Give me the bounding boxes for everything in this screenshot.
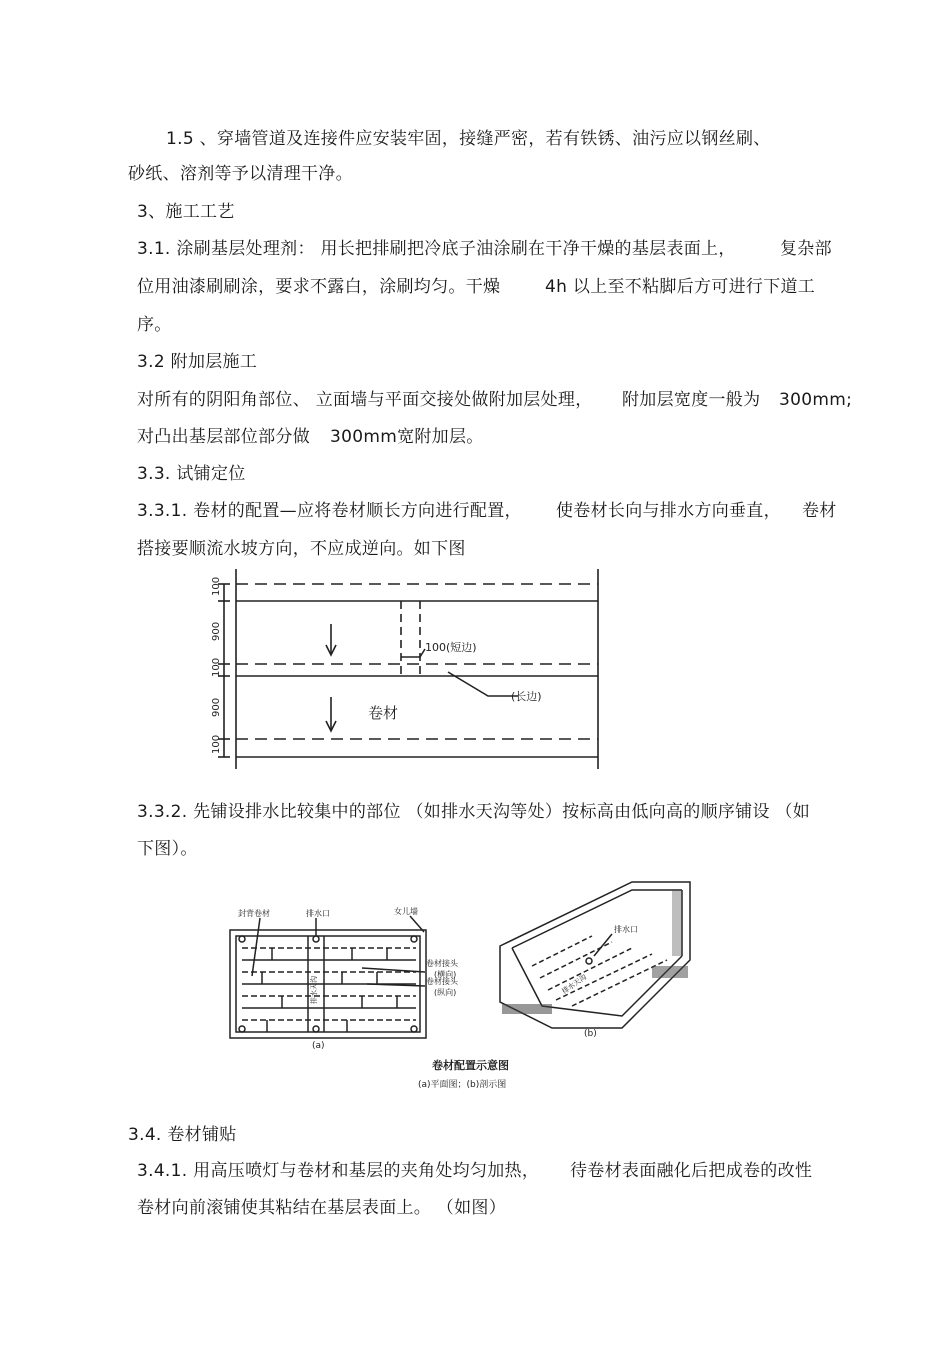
roll-layout-figure: [213, 569, 623, 787]
label-parapet-roll: 封背卷材: [238, 909, 270, 918]
para-1-5-line2: 砂纸、溶剂等予以清理干净。: [128, 164, 353, 184]
dim-label-5: 100: [211, 734, 222, 754]
heading-3-3: 3.3. 试铺定位: [137, 464, 246, 484]
para-3-4-1-line1b: 待卷材表面融化后把成卷的改性: [570, 1161, 813, 1181]
para-3-2-line2b: 300mm宽附加层。: [330, 427, 484, 447]
para-3-1-line2a: 位用油漆刷刷涂，要求不露白，涂刷均匀。干燥: [137, 277, 501, 297]
dim-label-4: 900: [211, 697, 222, 717]
para-3-2-line1a: 对所有的阴阳角部位、 立面墙与平面交接处做附加层处理，: [137, 390, 593, 410]
para-3-1-line2b: 4h 以上至不粘脚后方可进行下道工: [545, 277, 816, 297]
para-3-3-1-line1a: 3.3.1. 卷材的配置—应将卷材顺长方向进行配置，: [137, 501, 522, 521]
label-joint-horizontal: 卷材接头: [426, 959, 458, 968]
roll-layout-diagram: [213, 569, 623, 787]
label-drain-outlet: 排水口: [306, 909, 330, 918]
para-3-1-line1b: 复杂部: [780, 239, 832, 259]
roll-config-diagram: [212, 876, 690, 1102]
para-3-2-line1c: 300mm;: [779, 390, 853, 410]
roll-config-figure: [212, 876, 690, 1102]
label-sub-a: (a): [312, 1041, 325, 1051]
figure-caption: 卷材配置示意图: [432, 1059, 509, 1072]
heading-3-4: 3.4. 卷材铺贴: [128, 1125, 237, 1145]
para-3-2-line2a: 对凸出基层部位部分做: [137, 427, 310, 447]
dim-label-3: 100: [211, 657, 222, 677]
label-sub-b: (b): [584, 1029, 597, 1039]
figure-caption-sub: (a)平面图；(b)剖示图: [418, 1080, 507, 1090]
label-joint-vertical: 卷材接头: [426, 977, 458, 986]
short-edge-label: 100(短边): [425, 641, 477, 654]
label-gutter-a: 排水天沟: [310, 976, 318, 1004]
para-3-4-1-line2: 卷材向前滚铺使其粘结在基层表面上。 （如图）: [137, 1198, 507, 1218]
para-1-5-line1: 1.5 、穿墙管道及连接件应安装牢固，接缝严密，若有铁锈、油污应以钢丝刷、: [166, 129, 771, 149]
para-3-1-line1a: 3.1. 涂刷基层处理剂： 用长把排刷把冷底子油涂刷在干净干燥的基层表面上，: [137, 239, 736, 259]
dim-label-2: 900: [211, 621, 222, 641]
roll-label: 卷材: [368, 704, 399, 722]
para-3-3-2-line1: 3.3.2. 先铺设排水比较集中的部位 （如排水天沟等处）按标高由低向高的顺序铺设 （如: [137, 802, 811, 822]
para-3-1-line3: 序。: [137, 315, 172, 335]
para-3-3-1-line1c: 卷材: [802, 501, 837, 521]
para-3-2-line1b: 附加层宽度一般为: [622, 390, 761, 410]
para-3-3-1-line1b: 使卷材长向与排水方向垂直，: [556, 501, 781, 521]
label-drain-outlet-b: 排水口: [614, 925, 638, 934]
label-joint-horizontal-dir: (横向): [434, 970, 457, 979]
para-3-3-2-line2: 下图）。: [137, 839, 198, 859]
para-3-4-1-line1a: 3.4.1. 用高压喷灯与卷材和基层的夹角处均匀加热，: [137, 1161, 540, 1181]
label-parapet-wall: 女儿墙: [394, 907, 418, 916]
label-joint-vertical-dir: (纵向): [434, 988, 457, 997]
heading-3-2: 3.2 附加层施工: [137, 352, 258, 372]
para-3-3-1-line2: 搭接要顺流水坡方向，不应成逆向。如下图: [137, 539, 466, 559]
long-edge-label: (长边): [511, 690, 542, 703]
heading-3: 3、施工工艺: [137, 202, 235, 222]
dim-label-1: 100: [211, 576, 222, 596]
label-gutter-b: 排水天沟: [560, 973, 589, 996]
